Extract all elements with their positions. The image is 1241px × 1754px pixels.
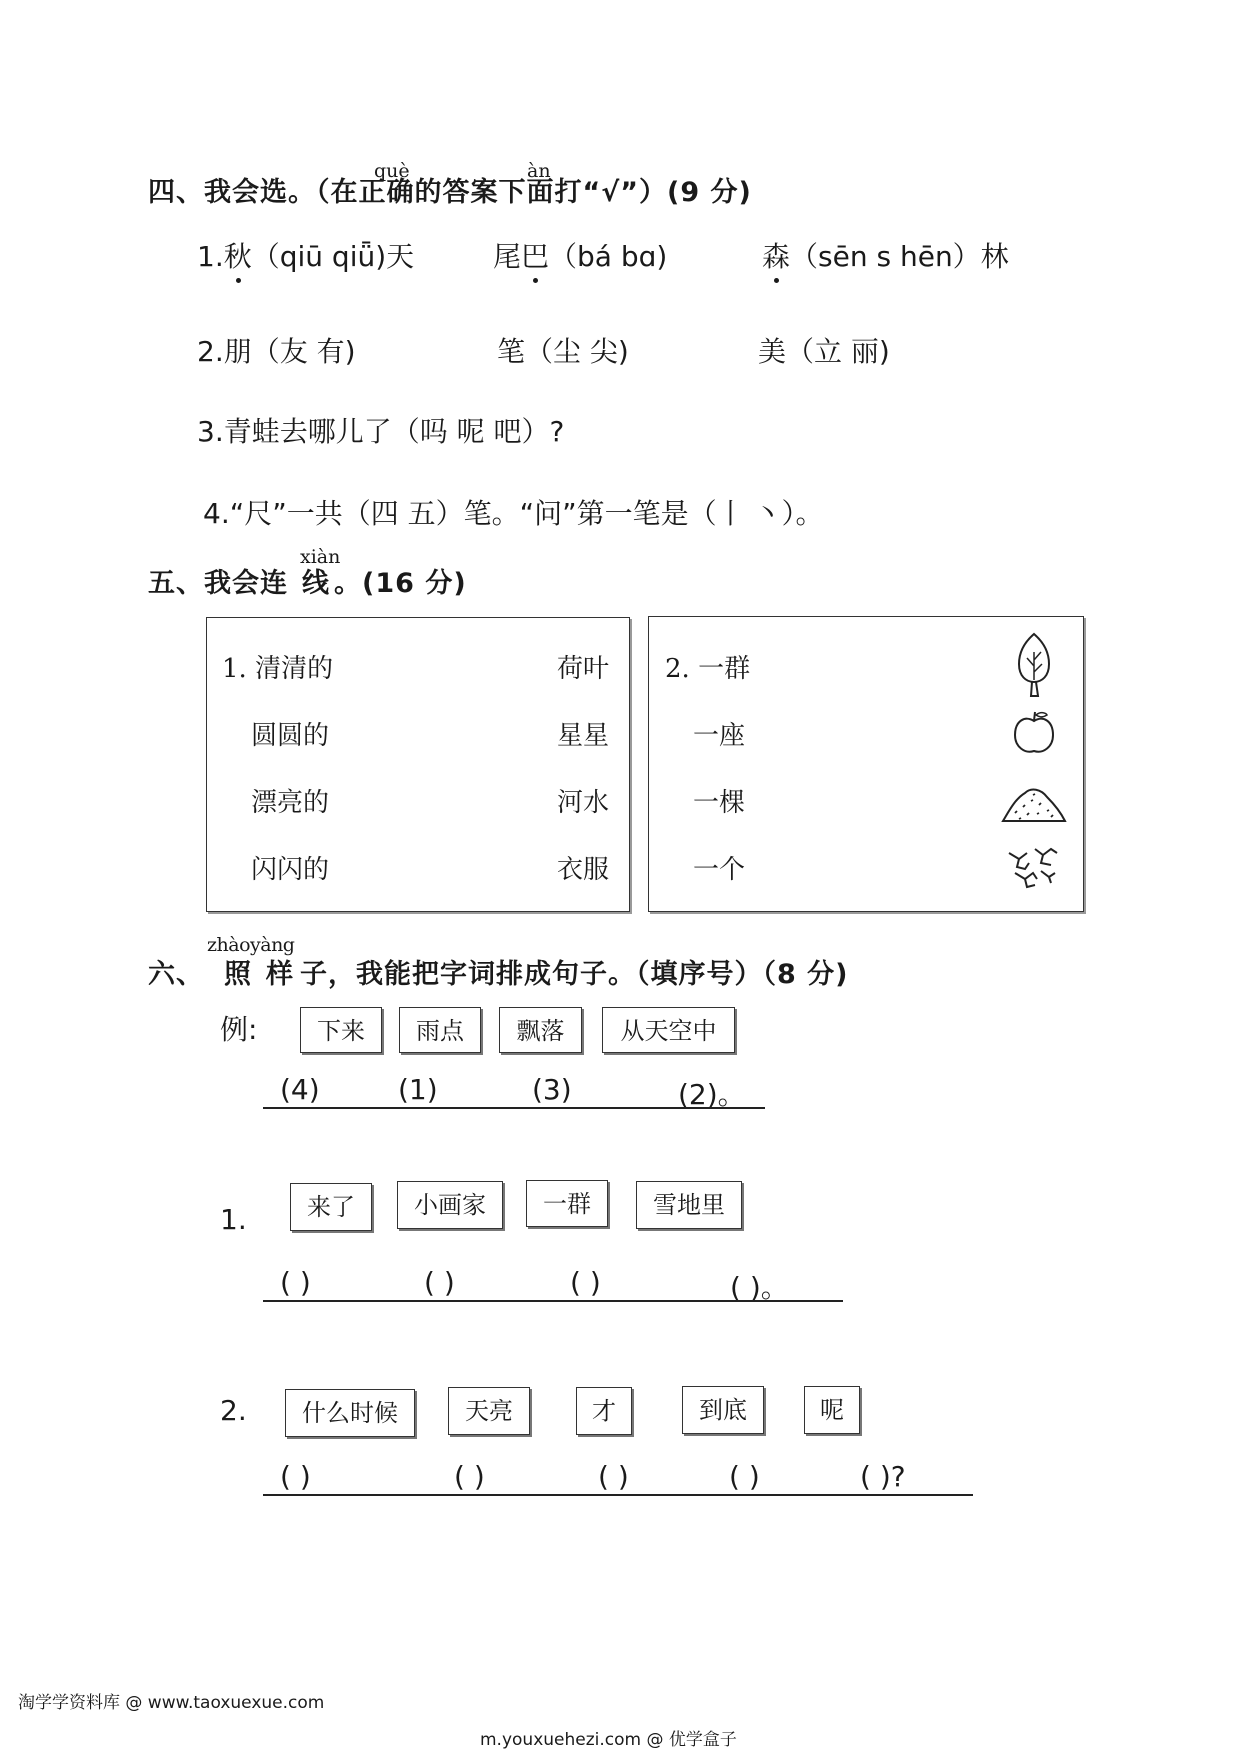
word-box[interactable]: 飘落 <box>499 1007 582 1053</box>
word-box[interactable]: 小画家 <box>397 1181 503 1229</box>
match-right-item[interactable]: 星星 <box>557 721 610 751</box>
question-2b: 笔（尘 尖) <box>497 335 629 368</box>
q1-options: （sēn s hēn）林 <box>790 240 1009 273</box>
answer-line <box>263 1300 843 1302</box>
answer-blank[interactable]: ( ) <box>729 1460 760 1493</box>
heading-part: 下面打“√”）(9 分) <box>498 177 752 208</box>
word-box[interactable]: 到底 <box>682 1386 764 1434</box>
heading-part: 四、我会选。（在正 <box>148 177 387 208</box>
measure-word-item[interactable]: 一棵 <box>693 788 746 818</box>
pinyin-xian: xiàn <box>300 546 341 568</box>
answer-line <box>263 1494 973 1496</box>
word-box[interactable]: 呢 <box>804 1386 860 1434</box>
question-1b <box>493 235 667 275</box>
word-box[interactable]: 什么时候 <box>285 1389 415 1437</box>
match-panel-2 <box>648 616 1084 912</box>
question-2a: 2.朋（友 有) <box>197 335 356 368</box>
measure-word-item[interactable]: 2. 一群 <box>665 654 751 684</box>
answer-blank[interactable]: ( ) <box>280 1460 311 1493</box>
match-left-item[interactable]: 闪闪的 <box>251 855 330 885</box>
tree-icon[interactable] <box>1011 630 1057 700</box>
question-1a <box>197 235 414 275</box>
dotted-char: 森 <box>762 235 790 275</box>
q1-text: 尾 <box>493 240 522 273</box>
pinyin-zhaoyang: zhàoyàng <box>207 934 295 956</box>
q1-number: 1. <box>197 240 224 273</box>
match-right-item[interactable]: 荷叶 <box>557 654 610 684</box>
answer-blank[interactable]: ( )。 <box>730 1271 789 1304</box>
section-4-heading <box>148 170 752 209</box>
section-6-heading <box>148 952 849 991</box>
answer-blank[interactable]: ( ) <box>454 1460 485 1493</box>
word-box[interactable]: 来了 <box>290 1183 372 1231</box>
word-box[interactable]: 雨点 <box>399 1007 481 1053</box>
footer-left-watermark: 淘学学资料库 @ www.taoxuexue.com <box>18 1693 325 1713</box>
example-answer: (4) <box>280 1073 320 1106</box>
match-right-item[interactable]: 河水 <box>557 788 610 818</box>
dotted-char: 巴 <box>521 235 549 275</box>
heading-part: 子，我能把字词排成句子。（填序号）（8 分) <box>300 959 849 990</box>
answer-line <box>263 1107 765 1109</box>
match-right-item[interactable]: 衣服 <box>557 855 610 885</box>
word-box[interactable]: 下来 <box>300 1007 382 1053</box>
example-answer: (3) <box>532 1073 572 1106</box>
question-2c: 美（立 丽) <box>758 335 890 368</box>
q1-options: （bá bɑ) <box>549 240 668 273</box>
question-4: 4.“尺”一共（四 五）笔。“问”第一笔是（丨 丶）。 <box>203 497 824 530</box>
example-answer: (2)。 <box>678 1078 746 1111</box>
heading-char-yang: 样 <box>266 959 294 990</box>
footer-center-watermark: m.youxuehezi.com @ 优学盒子 <box>480 1730 737 1750</box>
match-left-item[interactable]: 圆圆的 <box>251 721 330 751</box>
answer-blank[interactable]: ( ) <box>570 1266 601 1299</box>
example-label: 例: <box>220 1013 258 1046</box>
heading-char-zhao: 照 <box>224 959 252 990</box>
example-answer: (1) <box>398 1073 438 1106</box>
pinyin-an: àn <box>527 160 551 182</box>
measure-word-item[interactable]: 一个 <box>693 855 746 885</box>
word-box[interactable]: 才 <box>576 1387 632 1435</box>
word-box[interactable]: 从天空中 <box>602 1007 735 1053</box>
answer-blank[interactable]: ( ) <box>280 1266 311 1299</box>
dotted-char: 秋 <box>224 235 252 275</box>
match-left-item[interactable]: 1. 清清的 <box>222 654 334 684</box>
hill-icon[interactable] <box>1001 781 1067 825</box>
answer-blank[interactable]: ( )? <box>860 1460 906 1493</box>
heading-char-an: 案 <box>470 177 499 208</box>
heading-part: 。(16 分) <box>334 568 467 599</box>
birds-icon[interactable] <box>1005 843 1063 891</box>
word-box[interactable]: 雪地里 <box>636 1181 742 1229</box>
q1-options: （qiū qiǖ)天 <box>251 240 415 273</box>
apple-icon[interactable] <box>1011 709 1057 757</box>
heading-part: 的答 <box>414 177 471 208</box>
heading-part: 六、 <box>148 959 204 990</box>
match-panel-1 <box>206 617 630 912</box>
measure-word-item[interactable]: 一座 <box>693 721 746 751</box>
answer-blank[interactable]: ( ) <box>424 1266 455 1299</box>
pinyin-que: què <box>374 160 410 182</box>
heading-char-xian: 线 <box>302 568 330 599</box>
exercise-1-label: 1. <box>220 1203 247 1236</box>
heading-part: 五、我会连 <box>148 568 288 599</box>
question-3: 3.青蛙去哪儿了（吗 呢 吧）? <box>197 415 565 448</box>
exercise-2-label: 2. <box>220 1394 247 1427</box>
match-left-item[interactable]: 漂亮的 <box>251 788 330 818</box>
heading-char-que: 确 <box>386 177 415 208</box>
word-box[interactable]: 天亮 <box>448 1387 530 1435</box>
section-5-heading <box>148 561 467 600</box>
answer-blank[interactable]: ( ) <box>598 1460 629 1493</box>
word-box[interactable]: 一群 <box>526 1180 608 1227</box>
question-1c <box>762 235 1009 275</box>
